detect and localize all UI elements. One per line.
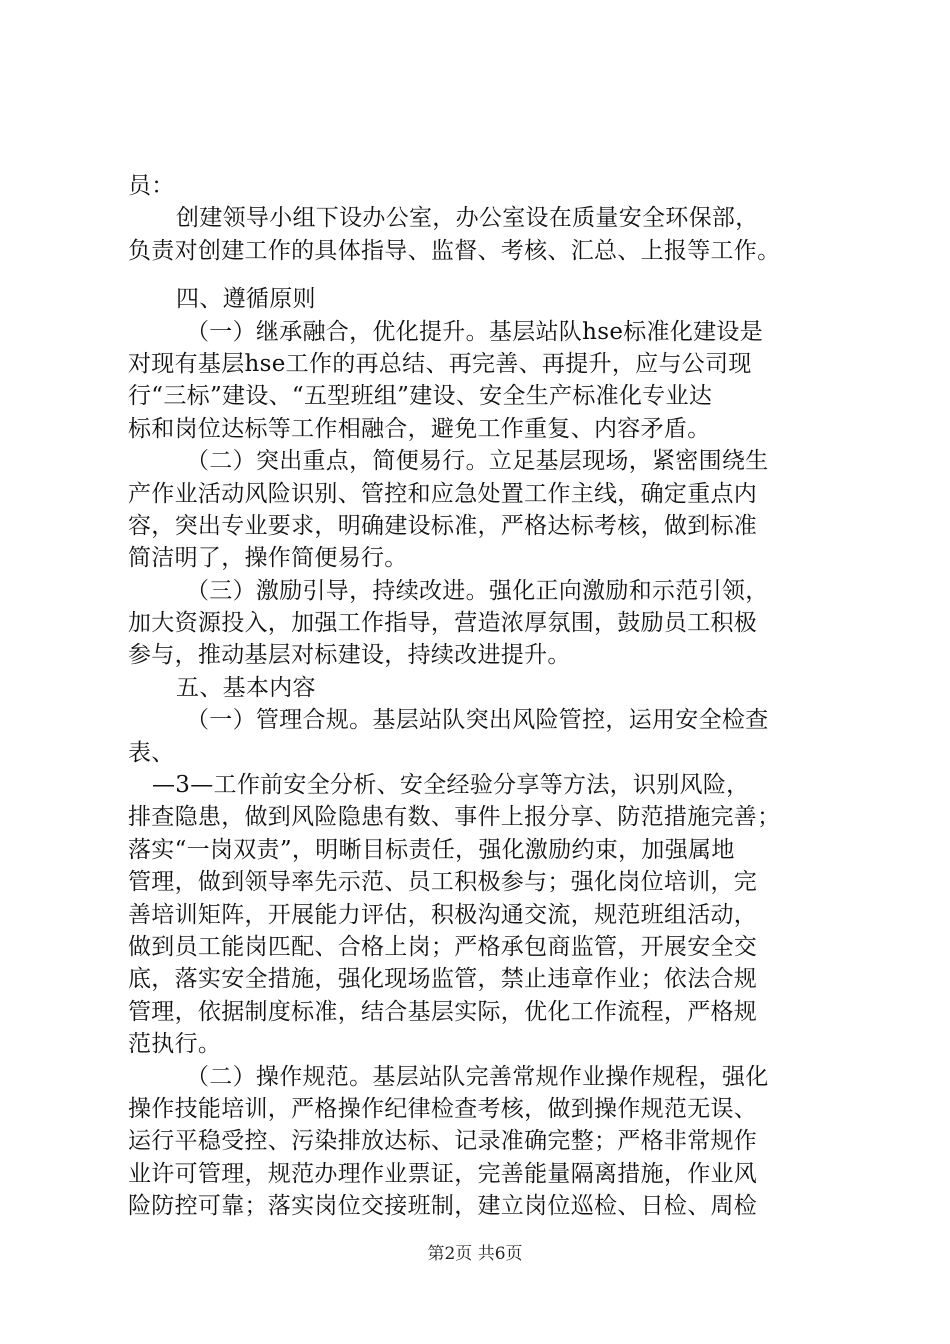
text-line: 标和岗位达标等工作相融合，避免工作重复、内容矛盾。 <box>128 415 711 442</box>
text-line: 表、 <box>128 739 175 766</box>
section-heading: 五、基本内容 <box>176 674 316 701</box>
text-line: 做到员工能岗匹配、合格上岗；严格承包商监管，开展安全交 <box>128 933 758 960</box>
text-line: 操作技能培训，严格操作纪律检查考核，做到操作规范无误、 <box>128 1095 758 1122</box>
text-line: 业许可管理，规范办理作业票证，完善能量隔离措施，作业风 <box>128 1160 758 1187</box>
text-line: 底，落实安全措施，强化现场监管，禁止违章作业；依法合规 <box>128 966 758 993</box>
text-line: 运行平稳受控、污染排放达标、记录准确完整；严格非常规作 <box>128 1128 758 1155</box>
text-line: 管理，做到领导率先示范、员工积极参与；强化岗位培训，完 <box>128 869 758 896</box>
text-line: 负责对创建工作的具体指导、监督、考核、汇总、上报等工作。 <box>128 237 781 264</box>
text-line: 简洁明了，操作简便易行。 <box>128 545 408 572</box>
page-number-footer: 第2页 共6页 <box>427 1244 523 1264</box>
section-heading: 四、遵循原则 <box>176 286 316 313</box>
text-line: （一）继承融合，优化提升。基层站队hse标准化建设是 <box>186 318 764 345</box>
paragraph-gap <box>128 267 838 283</box>
text-line: 险防控可靠；落实岗位交接班制，建立岗位巡检、日检、周检 <box>128 1193 758 1220</box>
text-line: 加大资源投入，加强工作指导，营造浓厚氛围，鼓励员工积极 <box>128 610 758 637</box>
text-line: （三）激励引导，持续改进。强化正向激励和示范引领， <box>186 577 769 604</box>
text-line: （二）突出重点，简便易行。立足基层现场，紧密围绕生 <box>186 448 769 475</box>
text-line: 行“三标”建设、“五型班组”建设、安全生产标准化专业达 <box>128 383 713 410</box>
text-line: 容，突出专业要求，明确建设标准，严格达标考核，做到标准 <box>128 512 758 539</box>
body-text <box>128 170 838 1223</box>
text-line: 管理，依据制度标准，结合基层实际，优化工作流程，严格规 <box>128 998 758 1025</box>
text-line: 对现有基层hse工作的再总结、再完善、再提升，应与公司现 <box>128 350 752 377</box>
text-line: （二）操作规范。基层站队完善常规作业操作规程，强化 <box>186 1063 769 1090</box>
text-line: 参与，推动基层对标建设，持续改进提升。 <box>128 642 571 669</box>
text-line: 员： <box>128 173 175 199</box>
text-line: 创建领导小组下设办公室，办公室设在质量安全环保部， <box>176 205 759 232</box>
text-line: 落实“一岗双责”，明晰目标责任，强化激励约束，加强属地 <box>128 836 735 863</box>
text-line: （一）管理合规。基层站队突出风险管控，运用安全检查 <box>186 707 769 734</box>
text-line: 产作业活动风险识别、管控和应急处置工作主线，确定重点内 <box>128 480 758 507</box>
text-line: 排查隐患，做到风险隐患有数、事件上报分享、防范措施完善； <box>128 804 781 831</box>
text-line: —3—工作前安全分析、安全经验分享等方法，识别风险， <box>152 772 750 799</box>
text-line: 范执行。 <box>128 1031 222 1058</box>
text-line: 善培训矩阵，开展能力评估，积极沟通交流，规范班组活动， <box>128 901 758 928</box>
